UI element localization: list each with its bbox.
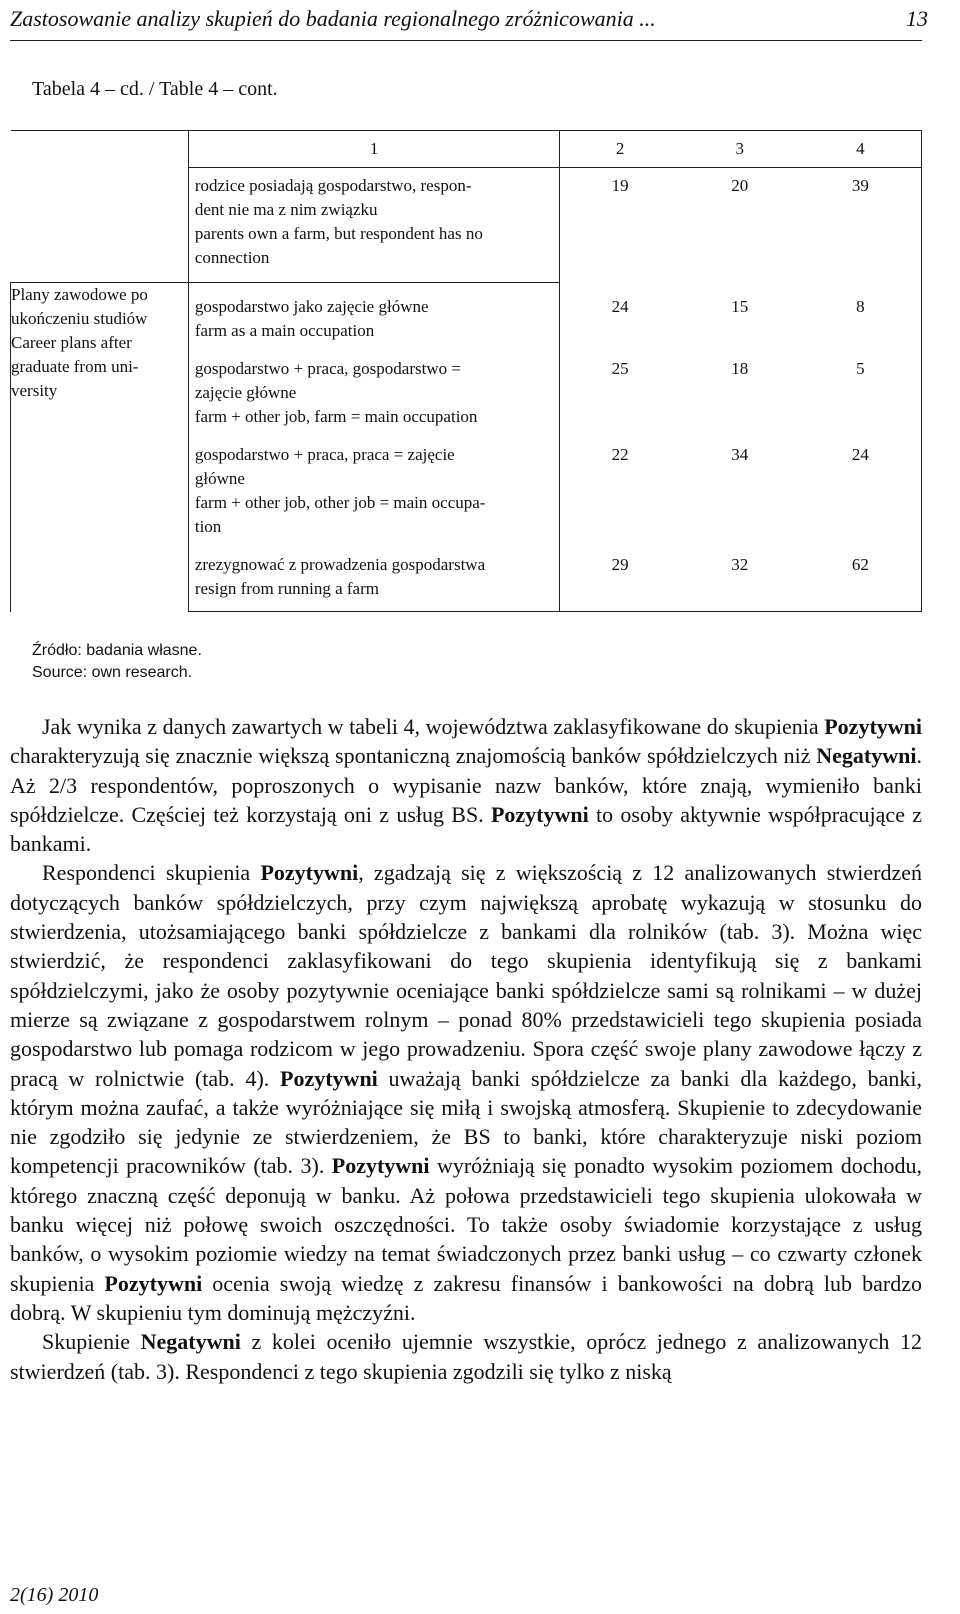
col-header-1: 1 [188,131,560,168]
source-line-pl: Źródło: badania własne. [32,642,202,659]
row-value: 22 [611,445,629,464]
body-text [10,712,922,1386]
row-value: 15 [731,296,749,316]
table-corner [11,131,189,168]
row-desc: gospodarstwo + praca, gospodarstwo = zajęcie główne farm + other job, farm = main occupation [188,355,560,441]
row-value: 19 [611,176,629,195]
row-value: 24 [800,441,922,551]
table-row [11,283,922,356]
row-value: 39 [800,168,922,283]
data-table [10,130,922,612]
paragraph: Skupienie Negatywni z kolei oceniło ujemnie wszystkie, oprócz jednego z analizowanych 12 stwierdzeń (tab. 3). Respondenci z tego skupienia zgodzili się tylko z niską [10,1329,922,1384]
table-row [11,168,922,283]
page-footer: 2(16) 2010 [10,1584,99,1606]
source-line-en: Source: own research. [32,664,193,681]
row-desc: zrezygnować z prowadzenia gospodarstwa resign from running a farm [188,551,560,612]
row-value: 18 [731,359,749,378]
table-blank-cell [11,168,189,283]
row-value: 34 [731,445,749,464]
row-value: 5 [800,355,922,441]
table-header-row [11,131,922,168]
col-header-4: 4 [800,131,922,168]
page-number: 13 [906,6,928,31]
row-value: 20 [731,176,749,195]
header-title: Zastosowanie analizy skupień do badania regionalnego zróżnicowania ... [10,6,656,31]
col-header-3: 3 [680,131,800,168]
row-value: 8 [800,283,922,356]
row-value: 29 [560,551,680,612]
row-desc: gospodarstwo jako zajęcie główne farm as a main occupation [188,283,560,356]
paragraph: Jak wynika z danych zawartych w tabeli 4, województwa zaklasyfikowane do skupienia Pozytywni charakteryzują się znacznie większą spontaniczną znajomością banków spółdzielczych niż Negatywni. Aż 2/3 respondentów, poproszonych o wypisanie nazw banków, które znają, wymieniło banki spółdzielcze. Częściej też korzystają oni z usług BS. Pozytywni to osoby aktywnie współpracujące z bankami. [10,714,922,857]
row-desc: gospodarstwo + praca, praca = zajęcie główne farm + other job, other job = main occupa- tion [188,441,560,551]
table-source-note [32,640,202,684]
col-header-2: 2 [560,131,680,168]
paragraph: Respondenci skupienia Pozytywni, zgadzają się z większością z 12 analizowanych stwierdzeń dotyczących banków spółdzielczych, przy czym największą aprobatę wykazują w stosunku do stwierdzenia, utożsamiającego banki spółdzielcze z bankami dla rolników (tab. 3). Można więc stwierdzić, że respondenci zaklasyfikowani do tego skupienia identyfikują się z bankami spółdzielczymi, jako że osoby pozytywnie oceniające banki spółdzielcze sami są rolnikami – w dużej mierze są związane z gospodarstwem rolnym – ponad 80% przedstawicieli tego skupienia posiada gospodarstwo lub pomaga rodzicom w jego prowadzeniu. Spora część swoje plany zawodowe łączy z pracą w rolnictwie (tab. 4). Pozytywni uważają banki spółdzielcze za banki dla każdego, banki, którym można zaufać, a także wyróżniające się miłą i swojską atmosferą. Skupienie to zdecydowanie nie zgodziło się jedynie ze stwierdzeniem, że BS to banki, które charakteryzuje niski poziom kompetencji pracowników (tab. 3). Pozytywni wyróżniają się ponadto wysokim poziomem dochodu, którego znaczną część deponują w banku. Aż połowa przedstawicieli tego skupienia ulokowała w banku więcej niż połowę swoich oszczędności. To także osoby świadomie korzystające z usług banków, o wysokim poziomie wiedzy na temat świadczonych przez banki usług – co czwarty członek skupienia Pozytywni ocenia swoją wiedzę z zakresu finansów i bankowości na dobrą lub bardzo dobrą. W skupieniu tym dominują mężczyźni. [10,860,922,1325]
table-caption: Tabela 4 – cd. / Table 4 – cont. [32,78,278,100]
row-desc: rodzice posiadają gospodarstwo, respon- dent nie ma z nim związku parents own a farm, but respondent has no connection [188,168,560,283]
row-category: Plany zawodowe po ukończeniu studiów Career plans after graduate from uni- versity [11,283,189,612]
row-value: 24 [611,296,629,316]
running-header [10,4,928,41]
row-value: 32 [680,551,800,612]
row-value: 25 [611,359,629,378]
row-value: 62 [800,551,922,612]
